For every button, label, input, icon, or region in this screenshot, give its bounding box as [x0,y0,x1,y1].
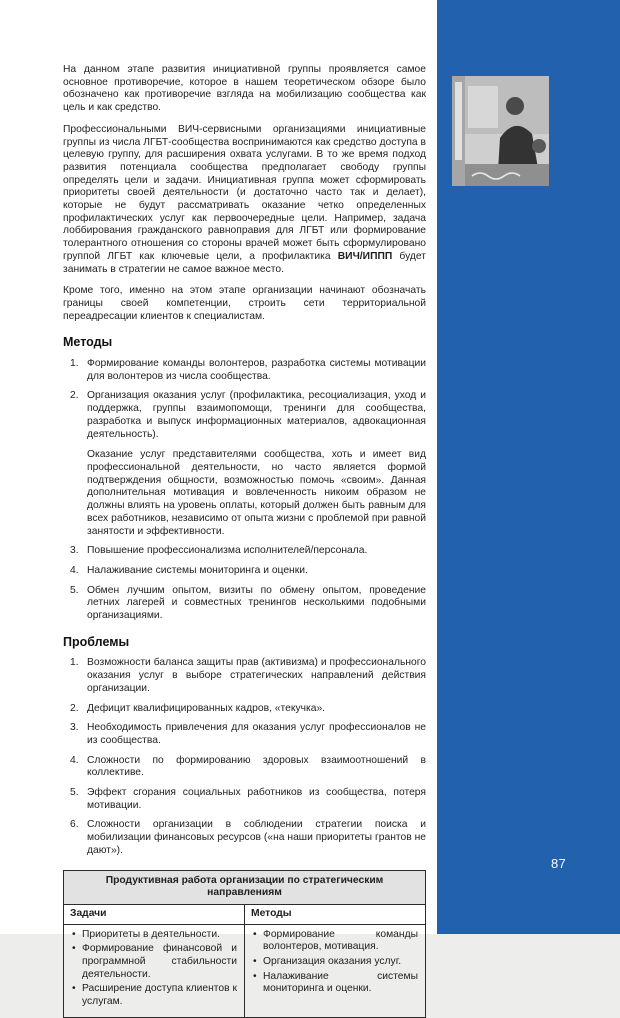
list-number: 6. [70,819,79,831]
list-text: Обмен лучшим опытом, визиты по обмену опытом, проведение летних лагерей и совместных тренингов несколькими подобными организациями. [87,584,426,622]
table-title: Продуктивная работа организации по стратегическим направлениям [64,870,426,904]
methods-cell [245,924,426,1017]
list-item: • Формирование финансовой и программной стабильности деятельности. [71,943,237,981]
list-item [63,390,426,441]
list-number: 5. [70,584,79,596]
list-item [63,358,426,383]
blue-sidebar [437,0,620,934]
table-header-row [64,870,426,904]
photo-placeholder-graphic [452,76,549,186]
list-item [63,657,426,695]
list-item: • Налаживание системы мониторинга и оценки. [252,971,418,996]
section-title-problems: Проблемы [63,634,130,649]
page-number: 87 [551,856,567,871]
list-number: 2. [70,702,79,714]
tasks-list [71,929,237,1009]
strategy-table [63,870,426,1018]
list-number: 5. [70,787,79,799]
list-item [63,819,426,857]
list-number: 3. [70,545,79,557]
list-item: • Формирование команды волонтеров, мотивация. [252,929,418,954]
list-number: 2. [70,390,79,402]
list-text: Формирование команды волонтеров, разработка системы мотивации для волонтеров из числа сообщества. [87,358,426,382]
list-note-text: Оказание услуг представителями сообщества, хоть и имеет вид профессиональной деятельности, но часто является формой подтверждения общности, возможностью помочь «своим». Данная дополнительная мотивация и вовлеченность никоим образом не должны влиять на уровень оплаты, который должен быть равным для всех работников, независимо от опыта жизни с проблемой при равной занятости и эффективности. [87,449,426,537]
list-item [63,787,426,812]
list-text: Налаживание системы мониторинга и оценки. [87,564,308,576]
paragraph-1: На данном этапе развития инициативной группы проявляется самое основное противоречие, которое в нашем теоретическом обзоре было обозначено как противоречие взгляда на мобилизацию сообщества как цель и как средство. [63,64,426,114]
list-item [63,722,426,747]
list-item: • Приоритеты в деятельности. [71,929,237,942]
list-item [63,755,426,780]
list-item-note [63,448,426,538]
list-text: Возможности баланса защиты прав (активизма) и профессионального оказания услуг в выборе стратегических направлений действия организации. [87,657,426,694]
table-body-row [64,924,426,1017]
photo [452,76,549,186]
list-item [63,565,426,578]
list-number: 4. [70,754,79,766]
list-item: • Организация оказания услуг. [252,956,418,969]
list-number-spacer [63,448,87,538]
list-text: Повышение профессионализма исполнителей/персонала. [87,545,368,557]
list-item [63,703,426,716]
list-number: 1. [70,358,79,370]
list-item [63,545,426,558]
methods-list [252,929,418,997]
list-text: Сложности организации в соблюдении стратегии поиска и мобилизации финансовых ресурсов («на наши приоритеты грантов не дают»). [87,819,426,856]
main-content [63,64,426,1018]
paragraph-2 [63,124,426,276]
tasks-cell [64,924,245,1017]
list-text: Необходимость привлечения для оказания услуг профессионалов не из сообщества. [87,722,426,746]
list-text: Организация оказания услуг (профилактика, ресоциализация, уход и поддержка, группы взаимопомощи, тренинги для сообщества, разработка и выпуск информационных материалов, адвокационная деятельность). [87,390,426,440]
column-header-methods: Методы [245,904,426,924]
list-text: Эффект сгорания социальных работников из сообщества, потеря мотивации. [87,787,426,811]
section-title-methods: Методы [63,335,113,350]
list-number: 1. [70,657,79,669]
list-item [63,585,426,623]
table-column-header-row [64,904,426,924]
list-item: • Расширение доступа клиентов к услугам. [71,983,237,1008]
column-header-tasks: Задачи [64,904,245,924]
paragraph-2-text-end: будет занимать в стратегии не самое важное место. [63,250,426,275]
paragraph-3: Кроме того, именно на этом этапе организации начинают обозначать границы своей компетенции, строить сети территориальной переадресации клиентов к специалистам. [63,285,426,322]
list-number: 4. [70,564,79,576]
list-text: Дефицит квалифицированных кадров, «текучка». [87,702,326,714]
list-text: Сложности по формированию здоровых взаимоотношений в коллективе. [87,754,426,779]
paragraph-2-text: Профессиональными ВИЧ-сервисными организациями инициативные группы из числа ЛГБТ-сообщества воспринимаются как средство доступа в целевую группу, для расширения охвата услугами. В то же время подход развития потенциала сообщества предполагает свободу группы определять цели и задачи. Инициативная группа может сформировать приоритеты своей деятельности (и достаточно часто так и делает), которые не будут рассматривать оказание четко определенных профилактических услуг как первоочередные цели. Например, задача лоббирования гражданского равноправия для ЛГБТ или формирование толерантного отношения со стороны врачей может быть сформулировано группой ЛГБТ как ключевые цели, а профилактика [63,123,426,262]
list-number: 3. [70,722,79,734]
paragraph-2-bold: ВИЧ/ИППП [337,250,393,262]
